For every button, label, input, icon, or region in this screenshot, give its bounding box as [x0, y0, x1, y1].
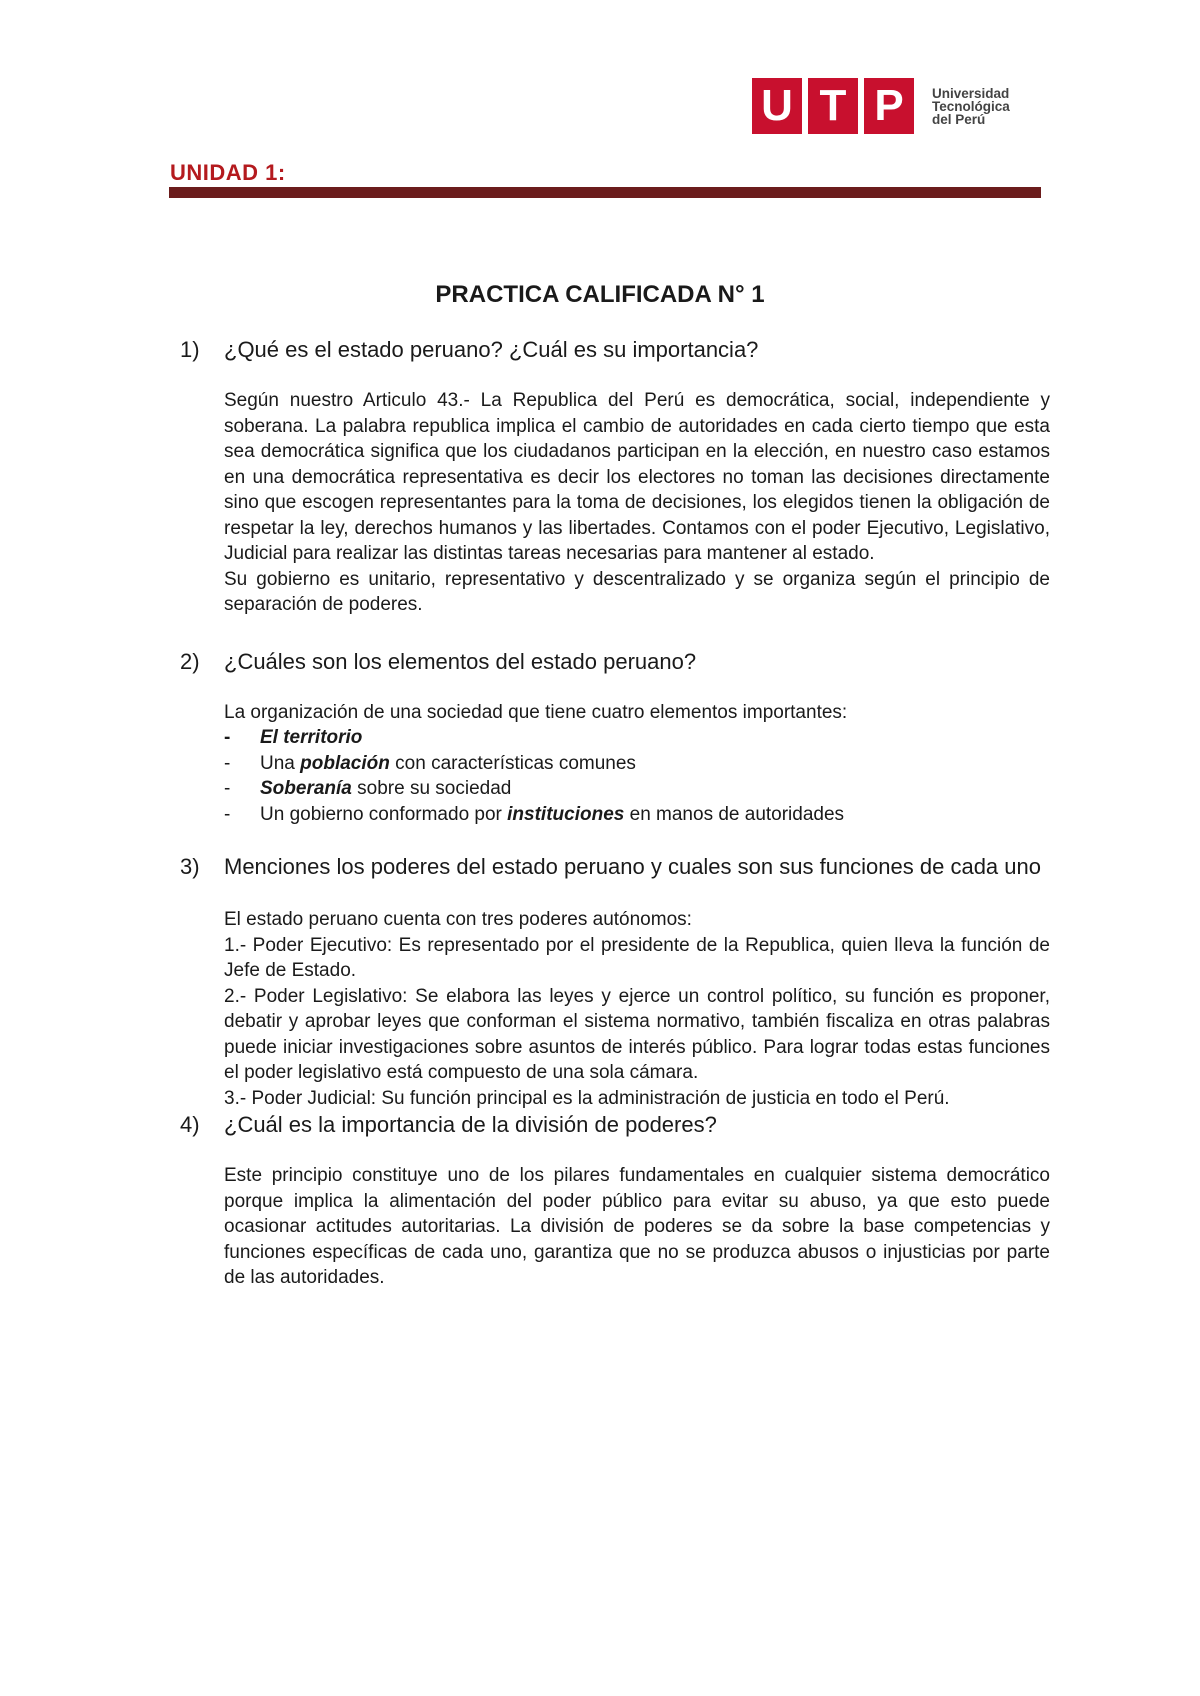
- answer-paragraph: El estado peruano cuenta con tres poderes autónomos:: [224, 909, 692, 930]
- question-number: 1): [180, 337, 200, 362]
- answer-paragraph: Este principio constituye uno de los pilares fundamentales en cualquier sistema democrático porque implica la alimentación del poder público para evitar su abuso, ya que esto puede ocasionar actitudes autoritarias. La división de poderes se da sobre la base competencias y funciones específicas de cada uno, garantiza que no se produzca abusos o injusticias por parte de las autoridades.: [224, 1165, 1050, 1288]
- list-item: [224, 725, 1050, 751]
- list-item-text: Soberanía sobre su sociedad: [260, 778, 512, 799]
- answer-paragraph: 2.- Poder Legislativo: Se elabora las leyes y ejerce un control político, su función es proponer, debatir y aprobar leyes que conforman el sistema normativo, también fiscaliza en otras palabras puede iniciar investigaciones sobre asuntos de interés público. Para lograr todas estas funciones el poder legislativo está compuesto de una sola cámara.: [224, 985, 1050, 1083]
- logo-text-line: Tecnológica: [932, 98, 1010, 114]
- question-number: 2): [180, 648, 200, 674]
- list-bullet: -: [224, 727, 231, 748]
- page-title: PRACTICA CALIFICADA N° 1: [435, 281, 765, 308]
- question-number: 3): [180, 854, 200, 879]
- list-bullet: -: [224, 752, 231, 774]
- answer-paragraph: La organización de una sociedad que tiene cuatro elementos importantes:: [224, 701, 848, 723]
- answer-paragraph: 3.- Poder Judicial: Su función principal es la administración de justicia en todo el Perú.: [224, 1087, 950, 1109]
- answer-paragraph: 1.- Poder Ejecutivo: Es representado por el presidente de la Republica, quien lleva la función de Jefe de Estado.: [224, 934, 1050, 981]
- header-divider: [169, 187, 1041, 198]
- logo-text-line: del Perú: [932, 111, 986, 127]
- question-1: [180, 336, 1050, 364]
- list-item-text: Una población con características comunes: [260, 752, 636, 774]
- document-body: [180, 336, 1050, 1291]
- list-item: [224, 776, 1050, 802]
- question-text: ¿Cuáles son los elementos del estado peruano?: [224, 648, 697, 674]
- question-2: [180, 648, 1050, 676]
- utp-logo: [752, 78, 1010, 134]
- list-bullet: -: [224, 803, 231, 825]
- unit-label: UNIDAD 1:: [170, 160, 286, 185]
- logo-letter-t: T: [808, 78, 858, 134]
- question-3: [180, 853, 1050, 881]
- question-number: 4): [180, 1112, 200, 1137]
- logo-text: [932, 87, 1010, 126]
- list-item-text: El territorio: [260, 727, 363, 748]
- question-text: ¿Qué es el estado peruano? ¿Cuál es su importancia?: [224, 337, 759, 362]
- question-text: ¿Cuál es la importancia de la división de poderes?: [224, 1112, 717, 1137]
- logo-letter-p: P: [864, 78, 914, 134]
- logo-letter-u: U: [752, 78, 802, 134]
- question-text: Menciones los poderes del estado peruano y cuales son sus funciones de cada uno: [224, 854, 1041, 879]
- list-item: [224, 751, 1050, 777]
- list-item: [224, 802, 1050, 828]
- answer-paragraph: Según nuestro Articulo 43.- La Republica del Perú es democrática, social, independiente y soberana. La palabra republica implica el cambio de autoridades en cada cierto tiempo que esta sea democrática significa que los ciudadanos participan en la elección, en nuestro caso estamos en una democrática representativa es decir los electores no toman las decisiones directamente sino que escogen representantes para la toma de decisiones, los elegidos tienen la obligación de respetar la ley, derechos humanos y las libertades. Contamos con el poder Ejecutivo, Legislativo, Judicial para realizar las distintas tareas necesarias para mantener al estado.: [224, 390, 1050, 564]
- logo-text-line: Universidad: [932, 85, 1010, 101]
- logo-letters: [752, 78, 920, 134]
- question-4: [180, 1111, 1050, 1139]
- answer-paragraph: Su gobierno es unitario, representativo y descentralizado y se organiza según el principio de separación de poderes.: [224, 568, 1050, 615]
- list-item-text: Un gobierno conformado por instituciones en manos de autoridades: [260, 803, 845, 825]
- list-bullet: -: [224, 778, 231, 799]
- element-list: [224, 725, 1050, 827]
